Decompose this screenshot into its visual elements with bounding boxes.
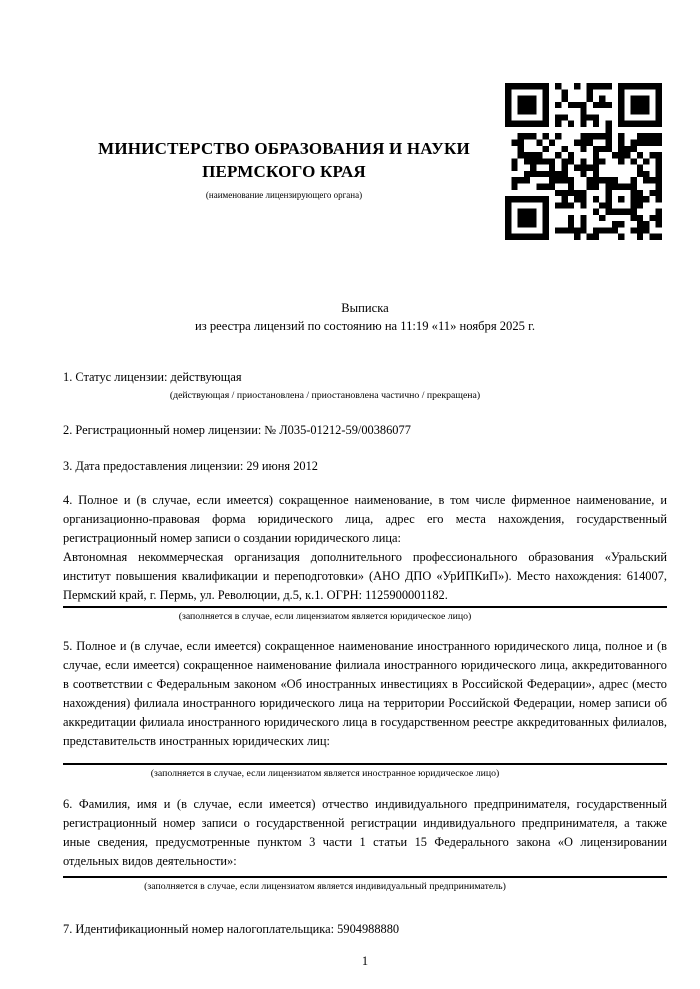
item-5-field-rule [63,763,667,765]
ministry-name-line2: ПЕРМСКОГО КРАЯ [202,162,366,181]
item-1-caption: (действующая / приостановлена / приостановлена частично / прекращена) [169,390,481,401]
item-6-entrepreneur-question: 6. Фамилия, имя и (в случае, если имеется) отчество индивидуального предпринимателя, государственный регистрационный номер записи о государственной регистрации индивидуального предпринимателя, а также иные сведения, предусмотренные пунктом 3 части 1 статьи 15 Федерального закона «О лицензировании отдельных видов деятельности»: [63,797,667,868]
document-title-line1: Выписка [341,301,389,315]
page-number: 1 [361,954,369,968]
item-1-license-status: 1. Статус лицензии: действующая [63,370,242,384]
item-4-caption: (заполняется в случае, если лицензиатом является юридическое лицо) [178,611,472,622]
ministry-caption: (наименование лицензирующего органа) [205,190,363,200]
item-2-registration-number: 2. Регистрационный номер лицензии: № Л035-01212-59/00386077 [63,423,411,437]
document-header [0,0,700,240]
item-5-caption: (заполняется в случае, если лицензиатом является иностранное юридическое лицо) [150,768,500,779]
item-3-grant-date: 3. Дата предоставления лицензии: 29 июня 2012 [63,459,319,473]
item-5-foreign-entity-question: 5. Полное и (в случае, если имеется) сокращенное наименование иностранного юридического лица, полное и (в случае, если имеется) сокращенное наименование филиала иностранного юридического лица, аккредитованного в соответствии с Федеральным законом «Об иностранных инвестициях в Российской Федерации», адрес (место нахождения) филиала иностранного юридического лица на территории Российской Федерации, номер записи об аккредитации филиала иностранного юридического лица в государственном реестре аккредитованных филиалов, представительств иностранных юридических лиц: [63,639,667,748]
qr-code-image [505,83,662,240]
qr-code-icon [505,83,662,240]
item-7-taxpayer-number: 7. Идентификационный номер налогоплательщика: 5904988880 [63,922,400,936]
document-body [0,299,700,971]
document-title-line2: из реестра лицензий по состоянию на 11:19 «11» ноября 2025 г. [194,319,535,333]
item-4-field-rule [63,606,667,608]
item-4-legal-entity-answer: Автономная некоммерческая организация дополнительного профессионального образования «Уральский институт повышения квалификации и переподготовки» (АНО ДПО «УрИПКиП»). Место нахождения: 614007, Пермский край, г. Пермь, ул. Революции, д.5, к.1. ОГРН: 1125900001182. [63,550,667,602]
licensing-authority-block [63,83,505,201]
item-6-caption: (заполняется в случае, если лицензиатом является индивидуальный предприниматель) [144,881,506,892]
ministry-name-line1: МИНИСТЕРСТВО ОБРАЗОВАНИЯ И НАУКИ [98,139,470,158]
item-4-legal-entity-question: 4. Полное и (в случае, если имеется) сокращенное наименование, в том числе фирменное наименование, и организационно-правовая форма юридического лица, адрес его места нахождения, государственный регистрационный номер записи о создании юридического лица: [63,493,667,545]
item-6-field-rule [63,876,667,878]
document-title [63,299,667,335]
ministry-name [63,137,505,183]
